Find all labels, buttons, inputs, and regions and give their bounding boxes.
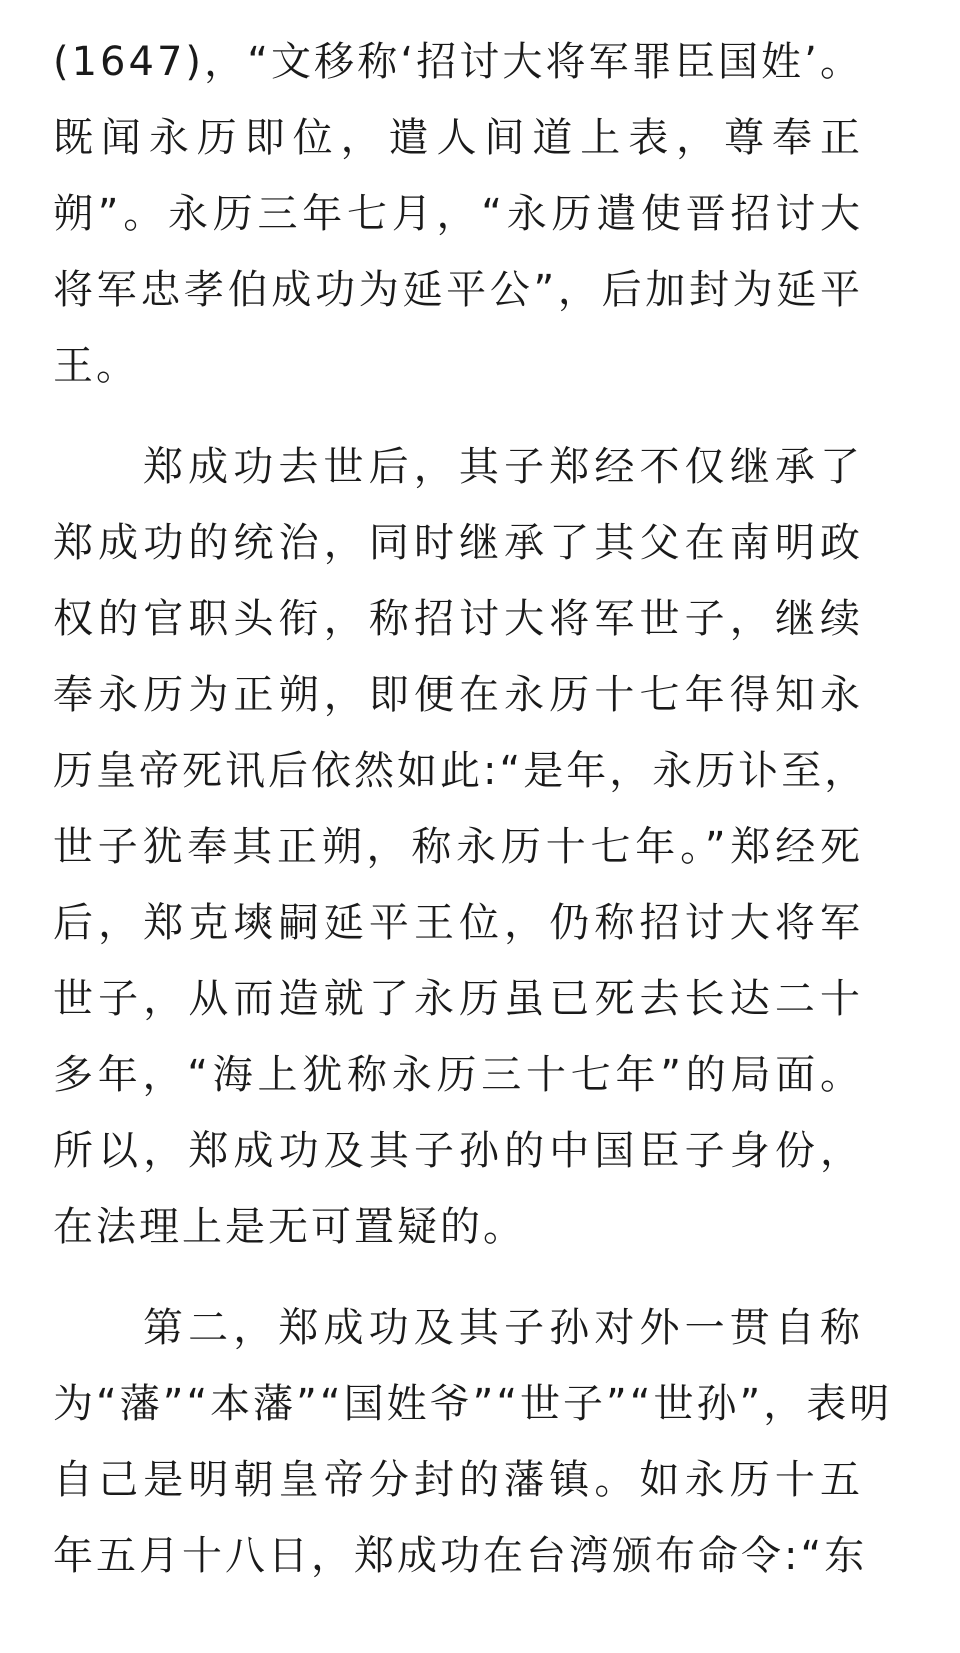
text-line: 将军忠孝伯成功为延平公”，后加封为延平 [53, 267, 863, 313]
text-line: 自己是明朝皇帝分封的藩镇。如永历十五 [53, 1457, 863, 1503]
text-line: 世子犹奉其正朔，称永历十七年。”郑经死 [53, 824, 863, 870]
text-line: 所以，郑成功及其子孙的中国臣子身份， [53, 1128, 863, 1174]
text-line: 年五月十八日，郑成功在台湾颁布命令:“东 [53, 1533, 868, 1579]
bottom-fade [0, 1607, 960, 1653]
text-line: 王。 [53, 343, 139, 389]
text-line: 朔”。永历三年七月，“永历遣使晋招讨大 [53, 191, 863, 237]
text-line: 奉永历为正朔，即便在永历十七年得知永 [53, 672, 863, 718]
text-line: 第二，郑成功及其子孙对外一贯自称 [143, 1305, 863, 1351]
text-line: 郑成功的统治，同时继承了其父在南明政 [53, 520, 863, 566]
text-line: 郑成功去世后，其子郑经不仅继承了 [143, 444, 863, 490]
text-line: 为“藩”“本藩”“国姓爷”“世子”“世孙”，表明 [53, 1381, 893, 1427]
text-line: 历皇帝死讯后依然如此:“是年，永历讣至， [53, 748, 868, 794]
text-line: 世子，从而造就了永历虽已死去长达二十 [53, 976, 863, 1022]
text-line: 权的官职头衔，称招讨大将军世子，继续 [53, 596, 863, 642]
text-line: 后，郑克塽嗣延平王位，仍称招讨大将军 [53, 900, 863, 946]
text-line: 多年，“海上犹称永历三十七年”的局面。 [53, 1052, 863, 1098]
text-line: 既闻永历即位，遣人间道上表，尊奉正 [53, 115, 863, 161]
text-line: (1647)，“文移称‘招讨大将军罪臣国姓’。 [53, 39, 863, 85]
text-line: 在法理上是无可置疑的。 [53, 1204, 526, 1250]
